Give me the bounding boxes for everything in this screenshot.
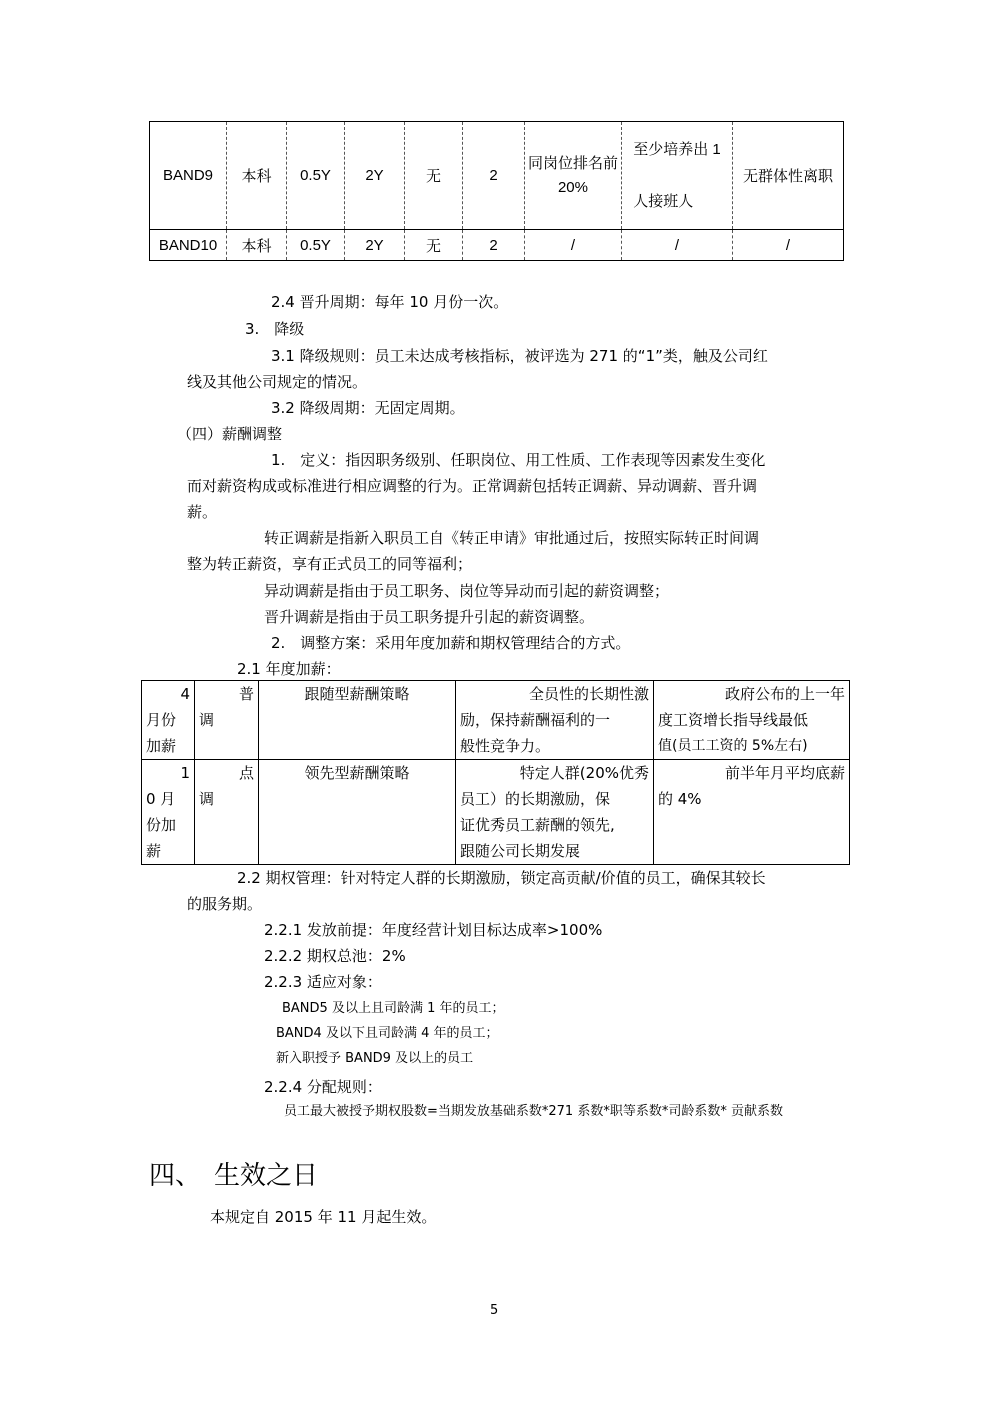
paragraph: 2.2.2 期权总池：2% <box>264 947 406 965</box>
table-row <box>150 122 844 230</box>
paragraph: 薪。 <box>187 503 218 521</box>
band-cell: BAND10 <box>150 230 227 261</box>
salary-adjustment-table <box>141 680 850 865</box>
paragraph: 的服务期。 <box>187 895 263 913</box>
paragraph: 2.4 晋升周期：每年 10 月份一次。 <box>271 293 509 311</box>
ranking-cell: 同岗位排名前 20% <box>525 122 622 230</box>
table-row <box>142 681 850 760</box>
paragraph: 整为转正薪资，享有正式员工的同等福利； <box>187 555 473 573</box>
tenure-cell: 2Y <box>345 230 405 261</box>
band-cell: BAND9 <box>150 122 227 230</box>
month-cell: 4 月份 加薪 <box>142 681 195 760</box>
basis-cell: 政府公布的上一年 度工资增长指导线最低 值(员工工资的 5%左右) <box>654 681 850 760</box>
table-row <box>150 230 844 261</box>
promotion-criteria-table <box>149 121 844 261</box>
paragraph: 员工最大被授予期权股数=当期发放基础系数*271 系数*职等系数*司龄系数* 贡献系数 <box>284 1104 783 1119</box>
section-title: 四、 生效之日 <box>149 1161 319 1191</box>
section-heading: （四）薪酬调整 <box>177 425 283 443</box>
requirement-cell: 无 <box>405 122 463 230</box>
paragraph: 2.2.1 发放前提：年度经营计划目标达成率>100% <box>264 921 603 939</box>
page-number: 5 <box>490 1303 499 1318</box>
count-cell: 2 <box>463 122 525 230</box>
paragraph: 1. 定义：指因职务级别、任职岗位、用工性质、工作表现等因素发生变化 <box>271 451 766 469</box>
training-cell: 至少培养出 1 人接班人 <box>622 122 733 230</box>
paragraph: 晋升调薪是指由于员工职务提升引起的薪资调整。 <box>264 608 595 626</box>
basis-cell: 前半年月平均底薪 的 4% <box>654 760 850 865</box>
table-row <box>142 760 850 865</box>
strategy-cell: 领先型薪酬策略 <box>259 760 456 865</box>
list-item: 新入职授予 BAND9 及以上的员工 <box>276 1051 474 1066</box>
paragraph: 异动调薪是指由于员工职务、岗位等异动而引起的薪资调整； <box>264 582 670 600</box>
month-cell: 1 0 月 份加 薪 <box>142 760 195 865</box>
education-cell: 本科 <box>227 230 287 261</box>
paragraph: 2.2.4 分配规则： <box>264 1078 382 1096</box>
paragraph: 而对薪资构成或标准进行相应调整的行为。正常调薪包括转正调薪、异动调薪、晋升调 <box>187 477 758 495</box>
paragraph: 转正调薪是指新入职员工自《转正申请》审批通过后，按照实际转正时间调 <box>264 529 760 547</box>
section-heading: 3. 降级 <box>245 320 305 338</box>
tenure-cell: 2Y <box>345 122 405 230</box>
paragraph: 2.2 期权管理：针对特定人群的长期激励，锁定高贡献/价值的员工，确保其较长 <box>237 869 766 887</box>
paragraph: 3.2 降级周期：无固定周期。 <box>271 399 465 417</box>
paragraph: 2.1 年度加薪： <box>237 660 341 678</box>
paragraph: 2.2.3 适应对象： <box>264 973 382 991</box>
purpose-cell: 全员性的长期性激 励，保持薪酬福利的一 般性竞争力。 <box>456 681 654 760</box>
paragraph: 3.1 降级规则：员工未达成考核指标，被评选为 271 的“1”类，触及公司红 <box>271 347 768 365</box>
type-cell: 点 调 <box>195 760 259 865</box>
tenure-cell: 0.5Y <box>287 230 345 261</box>
ranking-cell: / <box>525 230 622 261</box>
condition-cell: 无群体性离职 <box>733 122 844 230</box>
condition-cell: / <box>733 230 844 261</box>
list-item: BAND4 及以下且司龄满 4 年的员工； <box>276 1026 499 1041</box>
tenure-cell: 0.5Y <box>287 122 345 230</box>
training-cell: / <box>622 230 733 261</box>
list-item: BAND5 及以上且司龄满 1 年的员工； <box>282 1001 505 1016</box>
paragraph: 本规定自 2015 年 11 月起生效。 <box>210 1208 437 1226</box>
purpose-cell: 特定人群(20%优秀 员工）的长期激励，保 证优秀员工薪酬的领先, 跟随公司长期发展 <box>456 760 654 865</box>
requirement-cell: 无 <box>405 230 463 261</box>
paragraph: 线及其他公司规定的情况。 <box>187 373 368 391</box>
type-cell: 普 调 <box>195 681 259 760</box>
education-cell: 本科 <box>227 122 287 230</box>
paragraph: 2. 调整方案：采用年度加薪和期权管理结合的方式。 <box>271 634 631 652</box>
count-cell: 2 <box>463 230 525 261</box>
strategy-cell: 跟随型薪酬策略 <box>259 681 456 760</box>
